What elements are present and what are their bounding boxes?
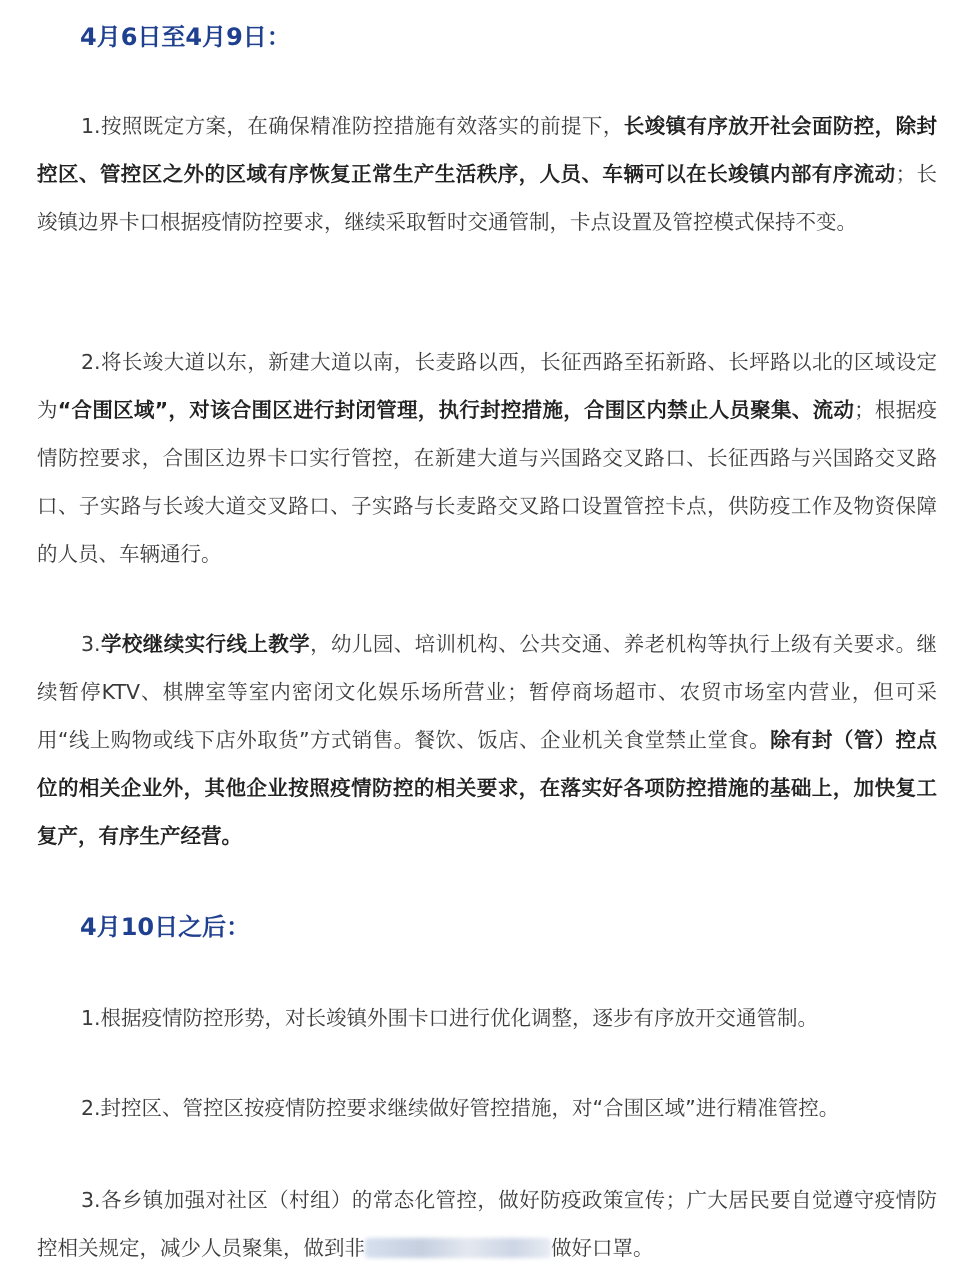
bold-text-run: 学校继续实行线上教学 <box>100 632 311 656</box>
redacted-blur <box>365 1238 551 1258</box>
text-run: 3. <box>81 632 101 656</box>
paragraph-5 <box>37 1084 937 1132</box>
bold-text-run: 长竣镇有序放开社会面防控，除封控区、管控区之外的区域有序恢复正常生产生活秩序，人员、车辆可以在长竣镇内部有序流动 <box>37 114 938 186</box>
paragraph-4 <box>37 994 937 1042</box>
bold-text-run: 除有封（管）控点位的相关企业外，其他企业按照疫情防控的相关要求，在落实好各项防控措施的基础上，加快复工复产，有序生产经营。 <box>37 728 937 848</box>
text-run: ；根据疫情防控要求，合围区边界卡口实行管控，在新建大道与兴国路交叉路口、长征西路与兴国路交叉路口、子实路与长竣大道交叉路口、子实路与长麦路交叉路口设置管控卡点，供防疫工作及物资保障的人员、车辆通行。 <box>37 398 937 566</box>
text-run: 2.封控区、管控区按疫情防控要求继续做好管控措施，对“合围区域”进行精准管控。 <box>81 1096 840 1120</box>
text-run: 1.根据疫情防控形势，对长竣镇外围卡口进行优化调整，逐步有序放开交通管制。 <box>81 1006 819 1030</box>
text-run: 2.将长竣大道以东，新建大道以南，长麦路以西，长征西路至拓新路、长坪路以北的区域设定为 <box>37 350 937 422</box>
paragraph-2 <box>37 338 937 578</box>
text-run: 1.按照既定方案，在确保精准防控措施有效落实的前提下， <box>81 114 624 138</box>
text-run: ，幼儿园、培训机构、公共交通、养老机构等执行上级有关要求。继续暂停KTV、棋牌室等室内密闭文化娱乐场所营业；暂停商场超市、农贸市场室内营业，但可采用“线上购物或线下店外取货”方式销售。餐饮、饭店、企业机关食堂禁止堂食。 <box>37 632 938 752</box>
text-run: 3.各乡镇加强对社区（村组）的常态化管控，做好防疫政策宣传；广大居民要自觉遵守疫情防控相关规定，减少人员聚集，做到非 <box>37 1188 937 1260</box>
text-run: ；长竣镇边界卡口根据疫情防控要求，继续采取暂时交通管制，卡点设置及管控模式保持不变。 <box>37 162 938 234</box>
section-heading-apr6-9: 4月6日至4月9日： <box>80 23 291 51</box>
paragraph-3 <box>37 620 937 860</box>
bold-text-run: “合围区域”，对该合围区进行封闭管理，执行封控措施，合围区内禁止人员聚集、流动 <box>57 398 855 422</box>
text-run: 做好口罩。 <box>551 1236 654 1260</box>
section-heading-after-apr10: 4月10日之后： <box>80 913 251 941</box>
paragraph-6 <box>37 1176 937 1272</box>
paragraph-1 <box>37 102 937 246</box>
